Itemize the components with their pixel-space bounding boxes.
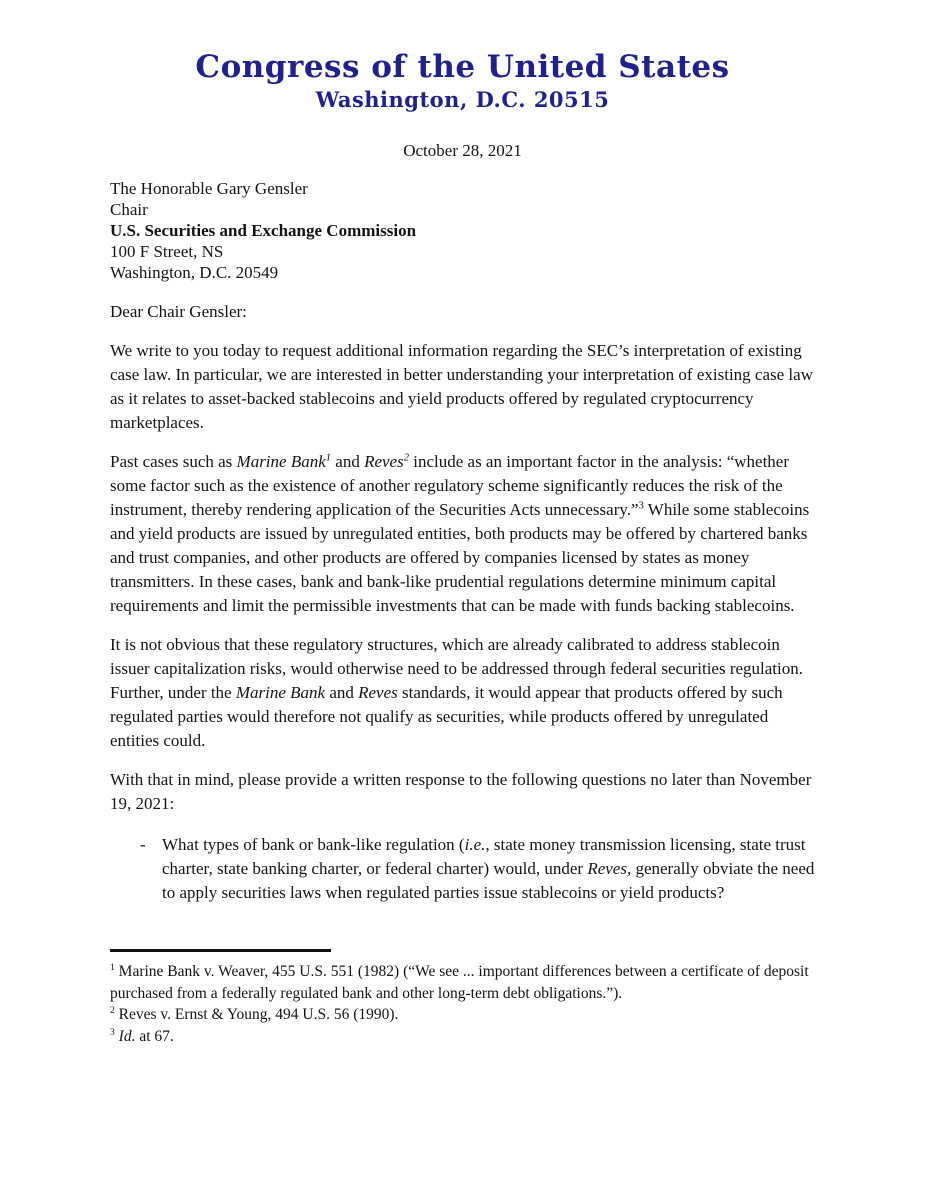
recipient-title: Chair <box>110 200 148 219</box>
recipient-organization: U.S. Securities and Exchange Commission <box>110 221 417 240</box>
letterhead-org-title: Congress of the United States <box>195 49 730 85</box>
question-bullet-item <box>140 833 815 905</box>
footnote-2 <box>110 1004 815 1026</box>
bullet-marker: - <box>140 835 146 854</box>
recipient-name: The Honorable Gary Gensler <box>110 179 308 198</box>
recipient-city: Washington, D.C. 20549 <box>110 263 279 282</box>
footnote-3-marker: 3 <box>110 1026 115 1038</box>
footnote-1-marker: 1 <box>110 961 115 973</box>
body-paragraph-4: With that in mind, please provide a written response to the following questions no later than November 19, 2021: <box>110 770 812 813</box>
letter-date: October 28, 2021 <box>403 141 522 160</box>
letterhead <box>110 50 815 113</box>
footnote-2-marker: 2 <box>110 1004 115 1016</box>
body-paragraph-3: It is not obvious that these regulatory structures, which are already calibrated to address stablecoin issuer capitalization risks, would otherwise need to be addressed through federal securities regulation. Further, under the Marine Bank and Reves standards, it would appear that products offered by such regulated parties would therefore not qualify as securities, while products offered by unregulated entities could. <box>110 635 804 750</box>
recipient-street: 100 F Street, NS <box>110 242 224 261</box>
footnote-1-text: Marine Bank v. Weaver, 455 U.S. 551 (1982) (“We see ... important differences between a certificate of deposit purchased from a federally regulated bank and other long-term debt obligations.”). <box>110 963 809 1002</box>
footnote-3-text: Id. at 67. <box>118 1027 174 1045</box>
footnote-2-text: Reves v. Ernst & Young, 494 U.S. 56 (1990). <box>114 1006 399 1023</box>
salutation: Dear Chair Gensler: <box>110 302 247 321</box>
footnote-3 <box>110 1026 815 1048</box>
body-paragraph-1: We write to you today to request additional information regarding the SEC’s interpretation of existing case law. In particular, we are interested in better understanding your interpretation of existing case law as it relates to asset-backed stablecoins and yield products offered by regulated cryptocurrency marketplaces. <box>110 341 813 432</box>
footnote-area <box>110 949 815 1047</box>
letterhead-org-address: Washington, D.C. 20515 <box>315 87 610 112</box>
body-paragraph-2: Past cases such as Marine Bank$^1$ and Reves$^2$ include as an important factor in the analysis: “whether some factor such as the existence of another regulatory scheme significantly reduces the risk of the instrument, thereby rendering application of the Securities Acts unnecessary.”$^3$ While some stablecoins and yield products are issued by unregulated entities, both products may be offered by chartered banks and trust companies, and other products are offered by companies licensed by states as money transmitters. In these cases, bank and bank-like prudential regulations determine minimum capital requirements and limit the permissible investments that can be made with funds backing stablecoins. <box>110 452 810 615</box>
recipient-block <box>110 178 815 283</box>
footnote-separator-rule <box>110 949 331 952</box>
footnote-1 <box>110 961 815 1004</box>
bullet-text: What types of bank or bank-like regulation (i.e., state money transmission licensing, state trust charter, state banking charter, or federal charter) would, under Reves, generally obviate the need to apply securities laws when regulated parties issue stablecoins or yield products? <box>162 835 815 902</box>
